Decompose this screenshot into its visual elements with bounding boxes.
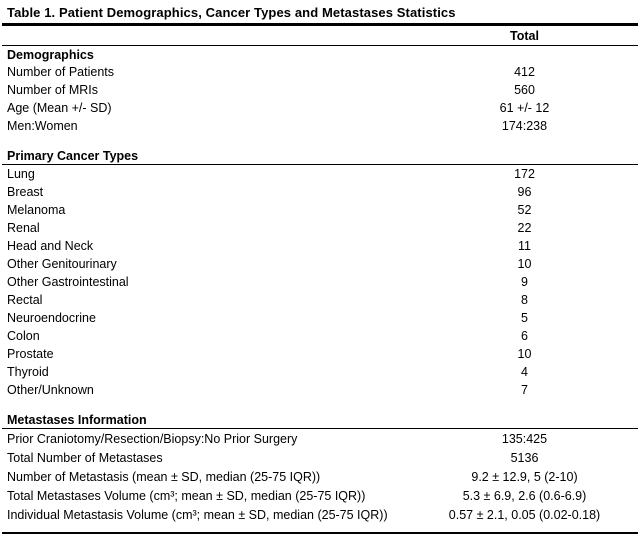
row-value: 7: [521, 383, 528, 397]
row-value: 4: [521, 365, 528, 379]
section-metastases-information: [2, 411, 638, 524]
row-value: 6: [521, 329, 528, 343]
row-label: Number of Metastasis (mean ± SD, median (25-75 IQR)): [7, 469, 321, 484]
row-value: 5136: [510, 450, 539, 465]
row-label: Other/Unknown: [7, 383, 94, 397]
section-header: Demographics: [7, 48, 94, 62]
row-value: 412: [514, 65, 535, 79]
row-value: 10: [517, 257, 532, 271]
row-value: 10: [517, 347, 532, 361]
table-row: [2, 255, 638, 273]
row-value: 5: [521, 311, 528, 325]
table-row: [2, 448, 638, 467]
table-row: [2, 201, 638, 219]
row-label: Total Metastases Volume (cm³; mean ± SD, median (25-75 IQR)): [7, 488, 366, 503]
table-row: [2, 63, 638, 81]
row-label: Renal: [7, 221, 40, 235]
row-value: 174:238: [501, 119, 548, 133]
row-value: 9.2 ± 12.9, 5 (2-10): [471, 469, 578, 484]
column-header-row: [2, 26, 638, 46]
table-row: [2, 237, 638, 255]
row-label: Colon: [7, 329, 40, 343]
row-value: 52: [517, 203, 532, 217]
row-label: Age (Mean +/- SD): [7, 101, 112, 115]
table-row: [2, 505, 638, 524]
table-row: [2, 345, 638, 363]
row-value: 172: [514, 167, 535, 181]
table-row: [2, 117, 638, 135]
row-value: 0.57 ± 2.1, 0.05 (0.02-0.18): [448, 507, 601, 522]
table-row: [2, 273, 638, 291]
table-row: [2, 291, 638, 309]
row-value: 560: [514, 83, 535, 97]
row-value: 5.3 ± 6.9, 2.6 (0.6-6.9): [462, 488, 587, 503]
row-label: Breast: [7, 185, 44, 199]
row-label: Number of MRIs: [7, 83, 98, 97]
row-label: Number of Patients: [7, 65, 114, 79]
column-header-total: Total: [510, 29, 539, 43]
row-label: Thyroid: [7, 365, 49, 379]
table-row: [2, 99, 638, 117]
row-value: 8: [521, 293, 528, 307]
row-label: Melanoma: [7, 203, 66, 217]
row-value: 135:425: [501, 431, 548, 446]
row-label: Lung: [7, 167, 35, 181]
table-row: [2, 81, 638, 99]
table-row: [2, 327, 638, 345]
table-row: [2, 183, 638, 201]
row-value: 96: [517, 185, 532, 199]
row-label: Men:Women: [7, 119, 78, 133]
table-row: [2, 381, 638, 399]
section-header: Metastases Information: [2, 411, 638, 429]
row-label: Other Gastrointestinal: [7, 275, 129, 289]
bottom-rule: [2, 532, 638, 537]
table-row: [2, 486, 638, 505]
section-header: Primary Cancer Types: [2, 147, 638, 165]
row-label: Prior Craniotomy/Resection/Biopsy:No Prior Surgery: [7, 431, 298, 446]
table-title: Table 1. Patient Demographics, Cancer Types and Metastases Statistics: [7, 5, 456, 20]
table-row: [2, 363, 638, 381]
table-row: [2, 165, 638, 183]
table-row: [2, 467, 638, 486]
section-demographics: [2, 46, 638, 135]
row-label: Neuroendocrine: [7, 311, 96, 325]
row-label: Prostate: [7, 347, 54, 361]
table-row: [2, 429, 638, 448]
section-primary-cancer-types: [2, 147, 638, 399]
row-value: 22: [517, 221, 532, 235]
row-value: 9: [521, 275, 528, 289]
table-row: [2, 219, 638, 237]
row-value: 11: [518, 239, 531, 253]
row-value: 61 +/- 12: [499, 101, 550, 115]
table-body: [2, 46, 638, 524]
row-label: Individual Metastasis Volume (cm³; mean ± SD, median (25-75 IQR)): [7, 507, 388, 522]
row-label: Head and Neck: [7, 239, 94, 253]
row-label: Total Number of Metastases: [7, 450, 163, 465]
table-row: [2, 309, 638, 327]
row-label: Other Genitourinary: [7, 257, 117, 271]
row-label: Rectal: [7, 293, 43, 307]
